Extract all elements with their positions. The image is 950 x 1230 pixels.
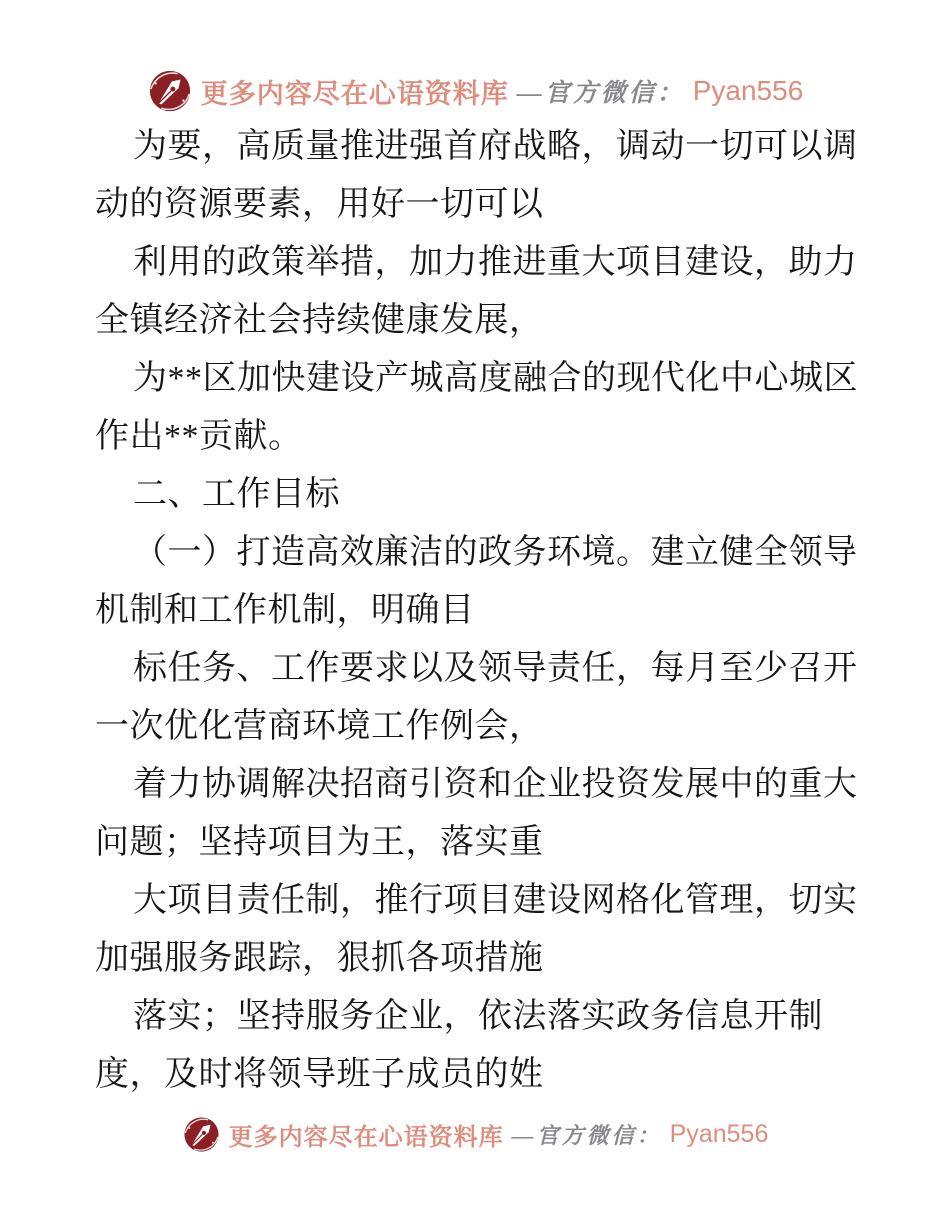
watermark-wechat-id: Pyan556 <box>692 75 804 106</box>
text-line: 问题；坚持项目为王，落实重 <box>95 824 544 861</box>
watermark-wechat-label: —官方微信： <box>516 80 685 107</box>
text-line: 加强服务跟踪，狠抓各项措施 <box>95 940 544 977</box>
text-line: 着力协调解决招商引资和企业投资发展中的重大 <box>133 766 858 803</box>
text-line: 落实；坚持服务企业，依法落实政务信息开制 <box>133 998 823 1035</box>
document-body <box>95 118 865 1104</box>
watermark-brand-text: 更多内容尽在心语资料库 <box>228 1124 504 1151</box>
watermark-wechat-id: Pyan556 <box>669 1119 769 1148</box>
text-line: 作出**贡献。 <box>95 418 303 455</box>
text-line: （一）打造高效廉洁的政务环境。建立健全领导 <box>133 534 858 571</box>
watermark-wechat-label: —官方微信： <box>511 1122 662 1148</box>
text-line: 一次优化营商环境工作例会， <box>95 708 544 745</box>
text-line: 全镇经济社会持续健康发展， <box>95 302 544 339</box>
text-line: 度，及时将领导班子成员的姓 <box>95 1056 544 1093</box>
text-line: 利用的政策举措，加力推进重大项目建设，助力 <box>133 244 858 281</box>
watermark-footer <box>0 1112 950 1156</box>
pen-nib-logo-icon <box>182 1115 221 1154</box>
pen-nib-logo-icon <box>147 68 193 114</box>
text-line: 为**区加快建设产城高度融合的现代化中心城区 <box>133 360 858 397</box>
text-line: 大项目责任制，推行项目建设网格化管理，切实 <box>133 882 858 919</box>
text-line: 机制和工作机制，明确目 <box>95 592 475 629</box>
text-line: 为要，高质量推进强首府战略，调动一切可以调 <box>133 128 858 165</box>
text-line: 动的资源要素，用好一切可以 <box>95 186 544 223</box>
watermark-brand-text: 更多内容尽在心语资料库 <box>200 78 509 109</box>
watermark-header <box>0 66 950 116</box>
text-line: 二、工作目标 <box>133 476 340 513</box>
text-line: 标任务、工作要求以及领导责任，每月至少召开 <box>133 650 858 687</box>
